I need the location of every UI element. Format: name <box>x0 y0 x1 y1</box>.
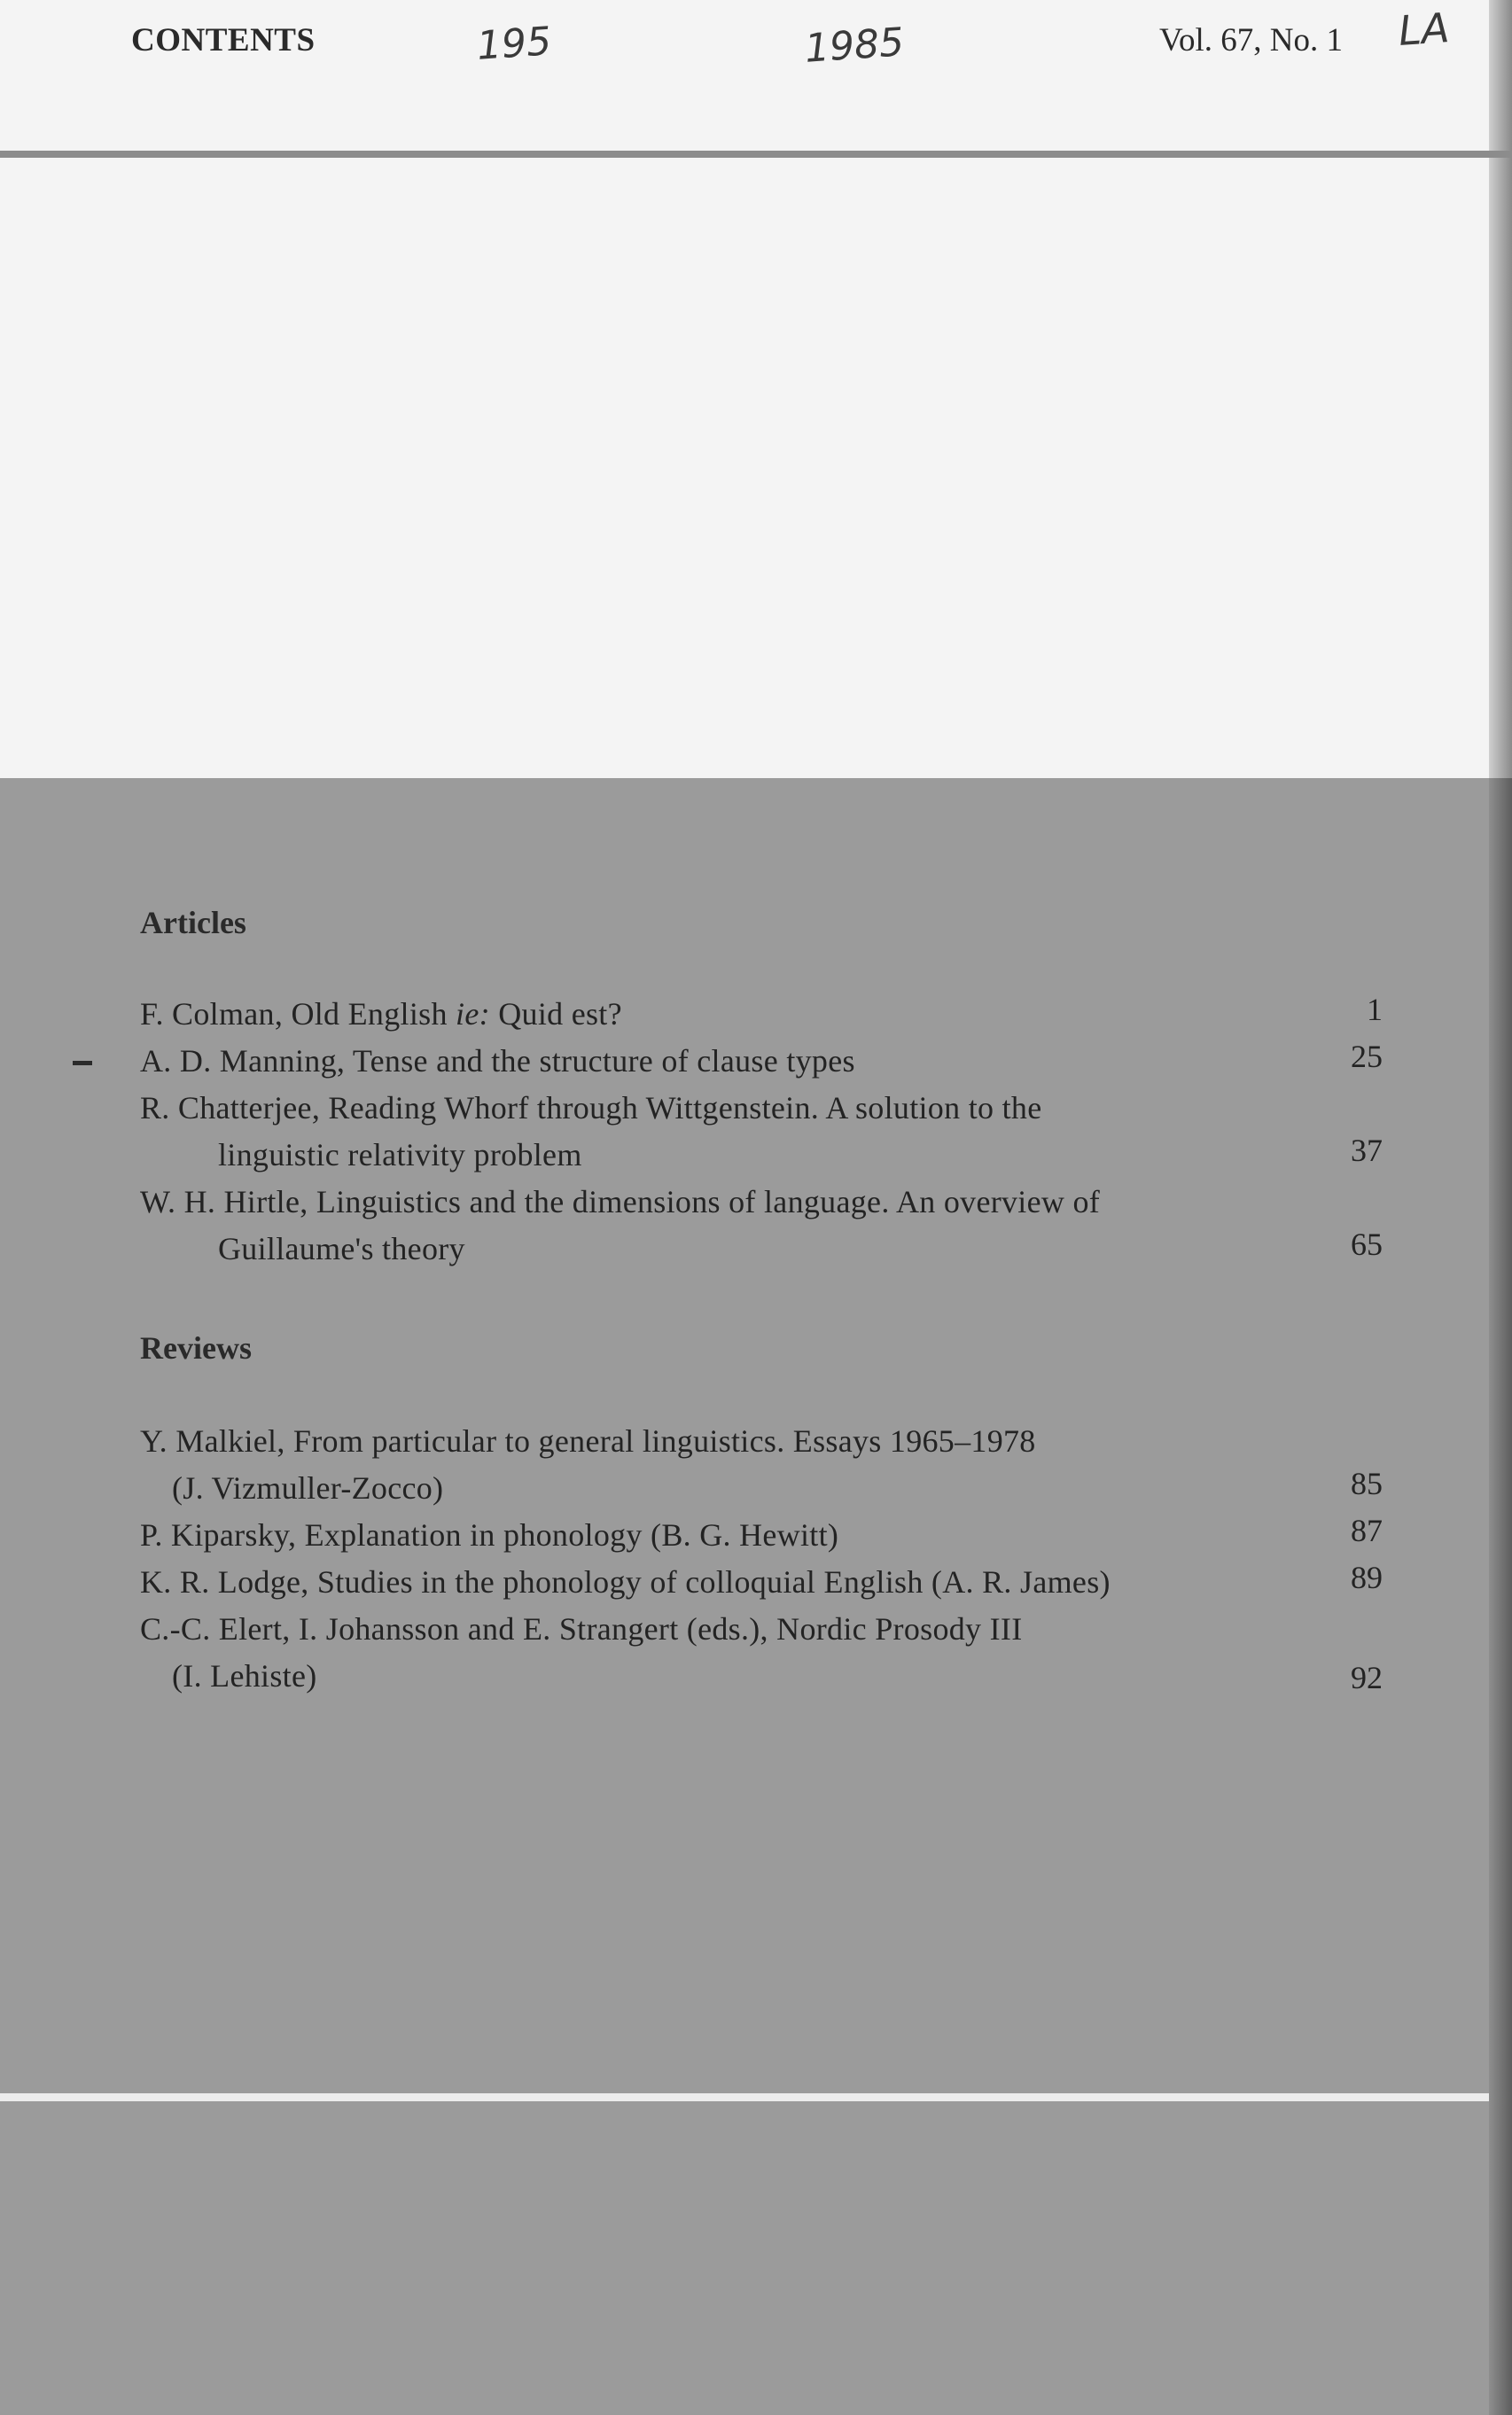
entry-title: Quid est? <box>489 996 622 1032</box>
toc-entry-article <box>140 991 1239 1038</box>
reviews-heading: Reviews <box>140 1330 252 1366</box>
entry-text: C.-C. Elert, I. Johansson and E. Strangert (eds.), Nordic Prosody III <box>140 1611 1023 1647</box>
page-number: 25 <box>1351 1039 1383 1074</box>
entry-text-continued: Guillaume's theory <box>218 1231 465 1266</box>
articles-heading: Articles <box>140 905 246 940</box>
contents-label: CONTENTS <box>131 22 316 58</box>
entry-text: K. R. Lodge, Studies in the phonology of colloquial English (A. R. James) <box>140 1564 1111 1600</box>
volume-label: Vol. 67, No. 1 <box>1159 22 1343 58</box>
entry-text-continued: linguistic relativity problem <box>218 1137 582 1172</box>
toc-entry-article <box>140 1038 1239 1085</box>
handwritten-note: LA <box>1397 4 1451 55</box>
page-number: 87 <box>1351 1513 1383 1548</box>
page-number: 89 <box>1351 1560 1383 1595</box>
cover-top-area <box>0 0 1512 778</box>
page-number: 1 <box>1367 992 1383 1027</box>
toc-entry-article <box>140 1179 1239 1273</box>
scan-edge-lower <box>1489 778 1512 2415</box>
page-number: 85 <box>1351 1466 1383 1501</box>
entry-text-continued: (J. Vizmuller-Zocco) <box>172 1470 444 1506</box>
toc-entry-review <box>140 1606 1239 1700</box>
entry-text: R. Chatterjee, Reading Whorf through Wittgenstein. A solution to the <box>140 1090 1042 1126</box>
entry-author: F. Colman, <box>140 996 292 1032</box>
entry-text-continued: (I. Lehiste) <box>172 1658 317 1694</box>
handwritten-note: 195 <box>475 19 553 69</box>
page-number: 65 <box>1351 1227 1383 1262</box>
panel-divider-rule <box>0 2093 1512 2101</box>
toc-entry-article <box>140 1085 1239 1179</box>
toc-entry-review <box>140 1512 1239 1559</box>
toc-entry-review <box>140 1418 1239 1512</box>
entry-text: W. H. Hirtle, Linguistics and the dimensions of language. An overview of <box>140 1184 1101 1219</box>
entry-text: A. D. Manning, Tense and the structure of clause types <box>140 1043 855 1079</box>
handwritten-note: 1985 <box>803 19 906 72</box>
toc-entry-review <box>140 1559 1239 1606</box>
page-number: 37 <box>1351 1133 1383 1168</box>
header-rule <box>0 151 1512 158</box>
margin-pencil-mark <box>73 1061 92 1065</box>
entry-text: P. Kiparsky, Explanation in phonology (B. G. Hewitt) <box>140 1517 839 1553</box>
page-number: 92 <box>1351 1660 1383 1695</box>
entry-title: Old English <box>291 996 456 1032</box>
entry-title-italic: ie: <box>456 996 490 1032</box>
entry-text: Y. Malkiel, From particular to general linguistics. Essays 1965–1978 <box>140 1423 1036 1459</box>
